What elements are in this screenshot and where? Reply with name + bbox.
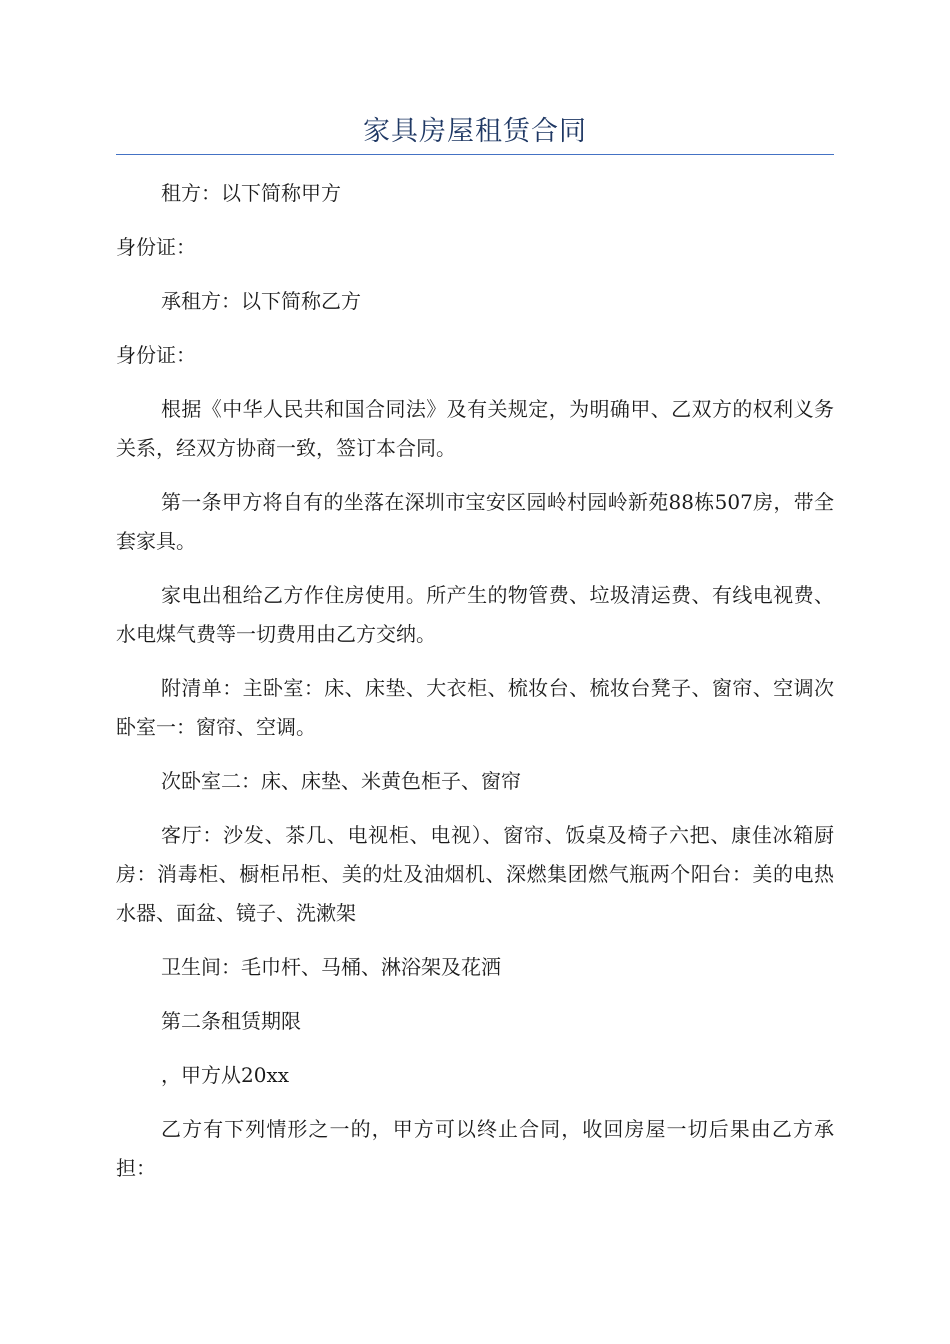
document-body	[116, 174, 834, 1203]
paragraph-article-1: 第一条甲方将自有的坐落在深圳市宝安区园岭村园岭新苑88栋507房，带全套家具。	[116, 490, 834, 553]
paragraph-lessee: 承租方：以下简称乙方	[161, 289, 361, 313]
paragraph-appliances: 家电出租给乙方作住房使用。所产生的物管费、垃圾清运费、有线电视费、水电煤气费等一切费用由乙方交纳。	[116, 583, 834, 646]
paragraph-inventory-bathroom: 卫生间：毛巾杆、马桶、淋浴架及花洒	[161, 955, 501, 979]
paragraph-article-2: 第二条租赁期限	[161, 1009, 301, 1033]
paragraph-lessee-id: 身份证：	[116, 343, 196, 367]
paragraph-term-start: ，甲方从20xx	[161, 1063, 290, 1087]
paragraph-lessor: 租方：以下简称甲方	[161, 181, 341, 205]
paragraph-inventory-master: 附清单：主卧室：床、床垫、大衣柜、梳妆台、梳妆台凳子、窗帘、空调次卧室一：窗帘、空调。	[116, 676, 834, 739]
title-underline	[116, 154, 834, 155]
paragraph-inventory-bedroom-2: 次卧室二：床、床垫、米黄色柜子、窗帘	[161, 769, 521, 793]
paragraph-preamble: 根据《中华人民共和国合同法》及有关规定，为明确甲、乙双方的权利义务关系，经双方协商一致，签订本合同。	[116, 397, 834, 460]
paragraph-termination: 乙方有下列情形之一的，甲方可以终止合同，收回房屋一切后果由乙方承担：	[116, 1117, 834, 1180]
paragraph-inventory-living: 客厅：沙发、茶几、电视柜、电视）、窗帘、饭桌及椅子六把、康佳冰箱厨房：消毒柜、橱柜吊柜、美的灶及油烟机、深燃集团燃气瓶两个阳台：美的电热水器、面盆、镜子、洗漱架	[116, 823, 834, 925]
paragraph-lessor-id: 身份证：	[116, 235, 196, 259]
document-title: 家具房屋租赁合同	[363, 116, 587, 147]
